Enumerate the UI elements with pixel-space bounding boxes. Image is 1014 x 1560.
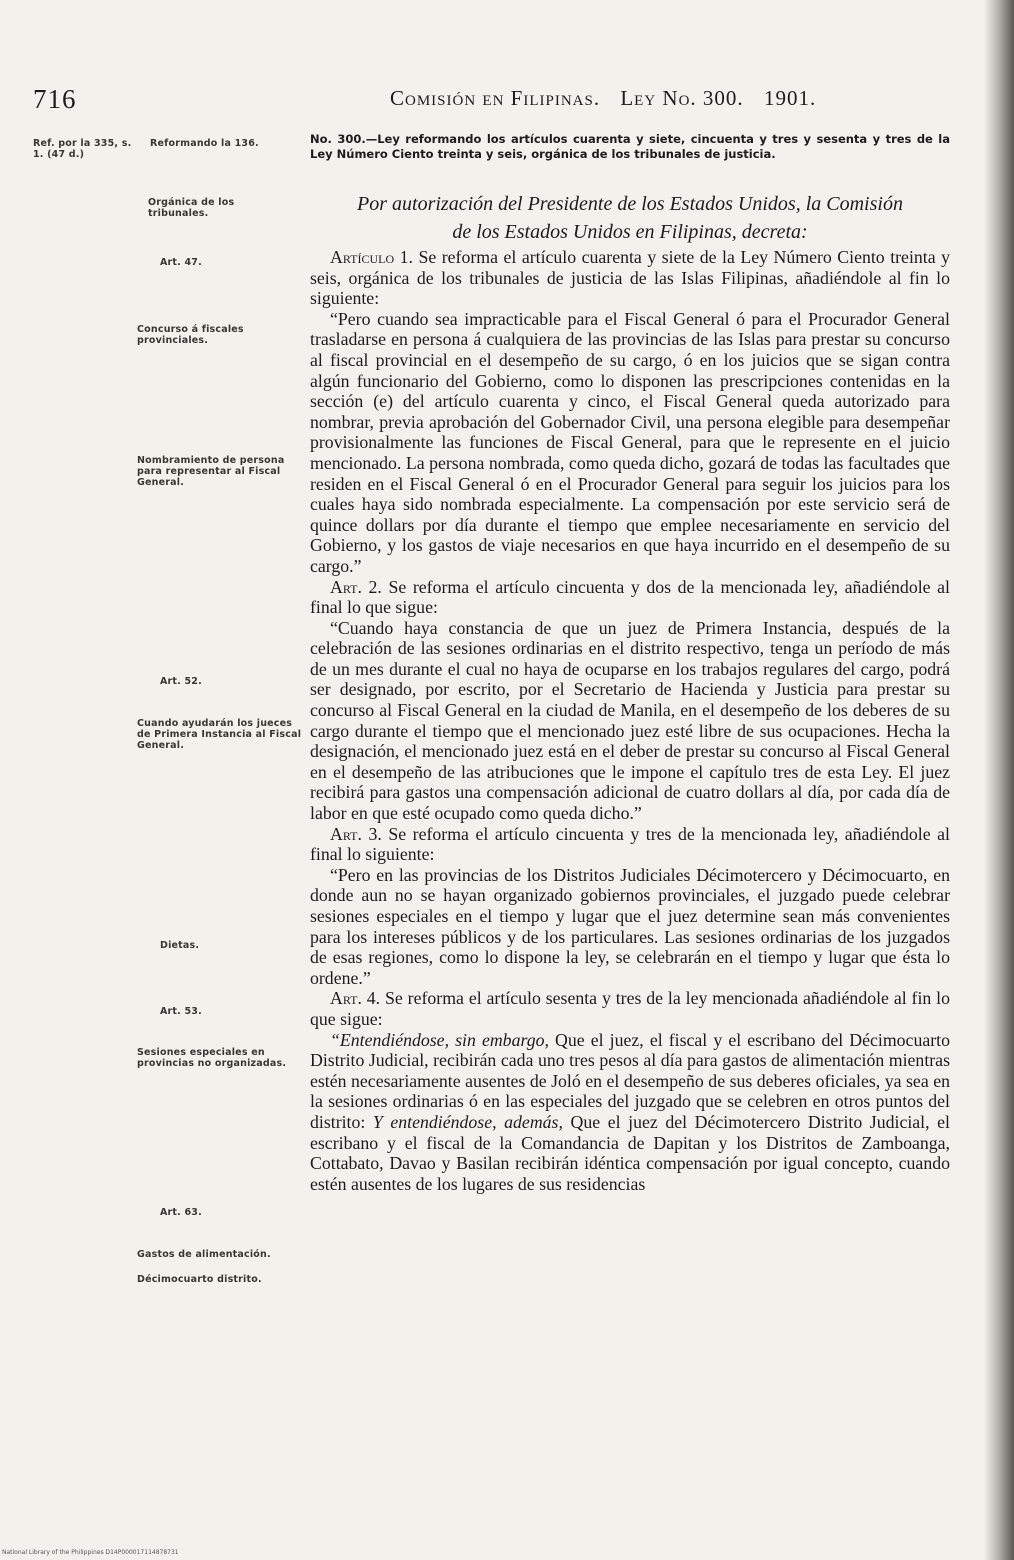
margin-note-art53: Art. 53. <box>160 1006 202 1017</box>
enacting-clause-line-2: de los Estados Unidos en Filipinas, decreta: <box>452 221 808 243</box>
margin-note-ref: Ref. por la 335, s. 1. (47 d.) <box>33 138 132 160</box>
margin-note-nombramiento: Nombramiento de persona para representar al Fiscal General. <box>137 455 285 488</box>
article-4-proviso-2: Y entendiéndose, además, <box>372 1111 563 1132</box>
scan-footer: National Library of the Philippines D14P000017114878731 <box>2 1549 179 1556</box>
margin-note-concurso: Concurso á fiscales provinciales. <box>137 324 244 346</box>
article-2-quote: “Cuando haya constancia de que un juez de Primera Instancia, después de la celebración de las sesiones ordinarias en el distrito respectivo, tenga un período de más de un mes durante el cual no haya de ocuparse en los trabajos regulares del cargo, podrá ser designado, por escrito, por el Secretario de Hacienda y Justicia para prestar su concurso al Fiscal General en la ciudad de Manila, en el desempeño de los deberes de su cargo durante el tiempo que el mencionado juez esté libre de sus ocupaciones. Hecha la designación, el mencionado juez está en el deber de prestar su concurso al Fiscal General en el desempeño de las atribuciones que le impone el capítulo tres de esta Ley. El juez recibirá para gastos una compensación adicional de cuatro dollars al día, por cada día de labor en que esté ocupado como queda dicho.” <box>310 617 950 824</box>
article-1-text: Se reforma el artículo cuarenta y siete de la Ley Número Ciento treinta y seis, orgánica de los tribunales de justicia de las Islas Filipinas, añadiéndole al fin lo siguiente: <box>310 247 950 309</box>
article-4-proviso-1: “Entendiéndose, sin embargo, <box>330 1029 549 1050</box>
header-year: 1901. <box>763 86 817 110</box>
margin-note-sesiones: Sesiones especiales en provincias no organizadas. <box>137 1047 287 1069</box>
article-3 <box>310 824 950 865</box>
article-1-quote: “Pero cuando sea impracticable para el Fiscal General ó para el Procurador General trasladarse en persona á cualquiera de las provincias de las Islas para prestar su concurso al fiscal provincial en el desempeño de su cargo, ó en los juicios que se sigan contra algún funcionario del Gobierno, como lo disponen las prescripciones contenidas en la sección (e) del artículo cuarenta y cinco, el Fiscal General queda autorizado para nombrar, previa aprobación del Gobernador Civil, una persona elegible para desempeñar provisionalmente las funciones de Fiscal General, para que le represente en el juicio mencionado. La persona nombrada, como queda dicho, gozará de todas las facultades que residen en el Fiscal General ó en el Procurador General para seguir los juicios para los cuales haya sido nombrada especialmente. La compensación por este servicio será de quince dollars por día durante el tiempo que emplee necesariamente en servicio del Gobierno, y los gastos de viaje necesarios en que haya incurrido en el desempeño de su cargo.” <box>310 308 950 576</box>
law-summary-text: —Ley reformando los artículos cuarenta y siete, cincuenta y tres y sesenta y tres de la Ley Número Ciento treinta y seis, orgánica de los tribunales de justicia. <box>310 132 950 161</box>
law-number: No. 300. <box>310 132 366 146</box>
article-3-quote: “Pero en las provincias de los Distritos Judiciales Décimotercero y Décimocuarto, en donde aun no se hayan organizado gobiernos provinciales, el juzgado puede celebrar sesiones especiales en el tiempo y lugar que el juez determine sean más convenientes para los intereses públicos y de los particulares. Las sesiones ordinarias de los juzgados de esas regiones, como lo dispone la ley, se celebrarán en el tiempo y lugar que ésta lo ordene.” <box>310 864 950 988</box>
margin-note-gastos: Gastos de alimentación. <box>137 1249 271 1260</box>
margin-note-organica: Orgánica de los tribunales. <box>148 197 235 219</box>
article-1 <box>310 247 950 309</box>
margin-note-cuando: Cuando ayudarán los jueces de Primera Instancia al Fiscal General. <box>137 718 302 751</box>
article-3-heading: Art. 3. <box>330 823 382 844</box>
header-law: Ley No. 300. <box>620 86 744 110</box>
article-3-text: Se reforma el artículo cincuenta y tres de la mencionada ley, añadiéndole al final lo siguiente: <box>310 823 950 865</box>
law-summary <box>310 132 950 162</box>
article-2-heading: Art. 2. <box>330 576 382 597</box>
enacting-clause-line-1: Por autorización del Presidente de los Estados Unidos, la Comisión <box>357 193 903 215</box>
law-body <box>310 247 950 1194</box>
header-commission: Comisión en Filipinas. <box>390 86 601 110</box>
article-4-quote-text-a: Que el juez, el fiscal y el escribano del Décimocuarto Distrito Judicial, recibirán cada uno tres pesos al día para gastos de alimentación mientras estén necesariamente ausentes de Joló en el desempeño de sus deberes oficiales, ya sea en la sesiones ordinarias ó en las especiales del juzgado que se celebren en otros puntos del distrito: <box>310 1029 950 1132</box>
article-4-heading: Art. 4. <box>330 988 381 1009</box>
article-4-quote <box>310 1030 950 1195</box>
page-number: 716 <box>33 84 77 114</box>
book-spine-shadow <box>984 0 1014 1560</box>
article-4-text: Se reforma el artículo sesenta y tres de la ley mencionada añadiéndole al fin lo que sigue: <box>310 988 950 1029</box>
enacting-clause <box>310 190 950 246</box>
margin-note-dietas: Dietas. <box>160 940 200 951</box>
article-4 <box>310 988 950 1029</box>
article-4-quote-text-b: Que el juez del Décimotercero Distrito Judicial, el escribano y el fiscal de la Comandancia de Dapitan y los Distritos de Zamboanga, Cottabato, Davao y Basilan recibirán idéntica compensación por igual concepto, cuando estén ausentes de los lugares de sus residencias <box>310 1111 950 1194</box>
article-2-text: Se reforma el artículo cincuenta y dos de la mencionada ley, añadiéndole al final lo que sigue: <box>310 576 950 618</box>
running-header <box>390 86 870 111</box>
margin-note-art52: Art. 52. <box>160 676 202 687</box>
margin-note-art63: Art. 63. <box>160 1207 202 1218</box>
article-1-heading: Artículo 1. <box>330 247 413 267</box>
margin-note-decimocuarto: Décimocuarto distrito. <box>137 1274 262 1285</box>
margin-note-reforma: Reformando la 136. <box>150 138 259 149</box>
margin-note-art47: Art. 47. <box>160 257 202 268</box>
article-2 <box>310 577 950 618</box>
